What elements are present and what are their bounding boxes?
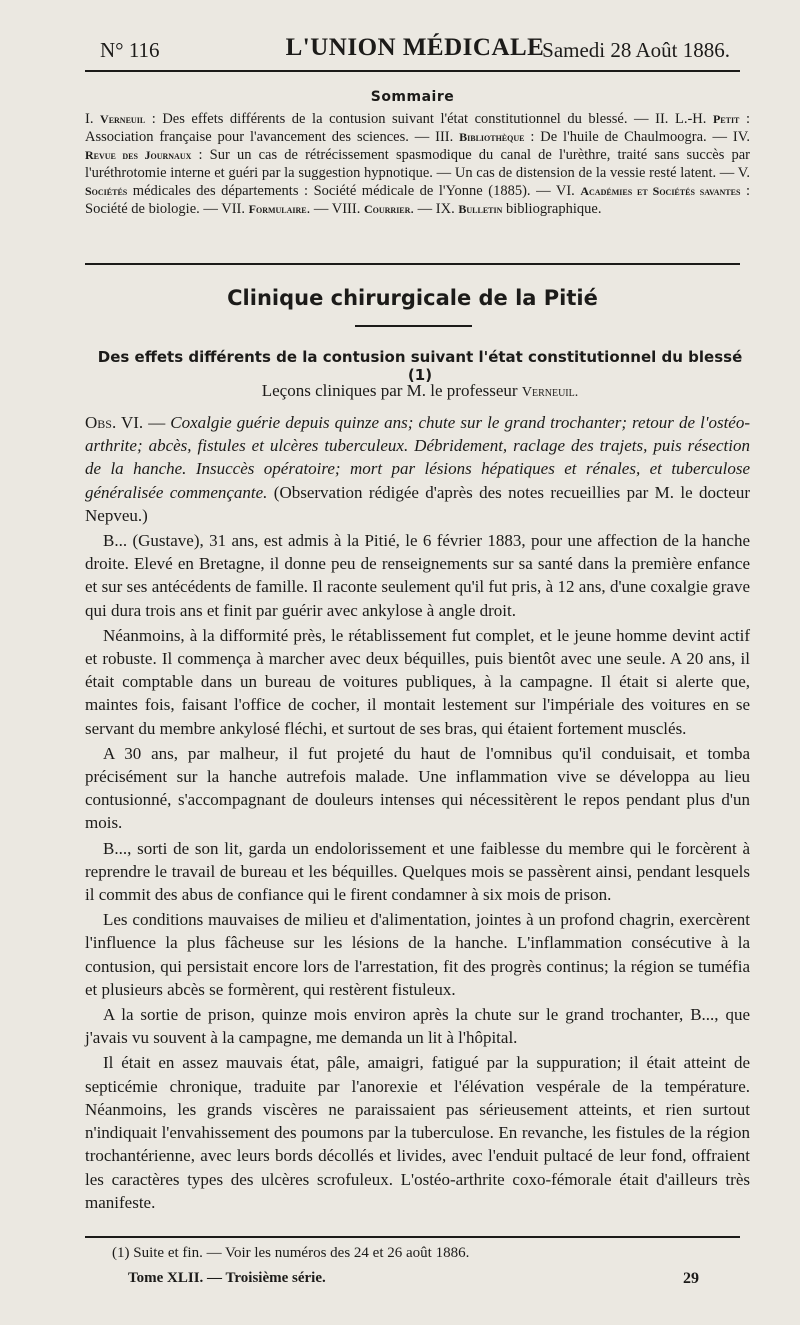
lecons-author: Verneuil. <box>521 385 579 400</box>
footnote-rule <box>85 1236 740 1238</box>
paragraph: Il était en assez mauvais état, pâle, amaigri, fatigué par la suppuration; il était atteint de septicémie chronique, traduite par l'anorexie et l'élévation vespérale de la température. Néanmoins, les grands viscères ne paraissaient pas sérieusement atteints, et rien surtout n'indiquait l'envahissement des poumons par la tuberculose. En revanche, les fistules de la région trochantérienne, avec leurs bords décollés et livides, avec l'enduit pultacé de leur fond, offraient les caractères types des ulcères scrofuleux. L'ostéo-arthrite coxo-fémorale était d'ailleurs très manifeste. <box>85 1053 750 1212</box>
paragraph: B... (Gustave), 31 ans, est admis à la Pitié, le 6 février 1883, pour une affection de la hanche droite. Elevé en Bretagne, il donne peu de renseignements sur sa santé dans la première enfance et sur ses antécédents de famille. Il raconte seulement qu'il fut pris, à 12 ans, d'une coxalgie grave qui dura trois ans et finit par guérir avec ankylose à angle droit. <box>85 531 750 620</box>
sommaire-heading: Sommaire <box>370 89 455 105</box>
page-header <box>100 30 730 70</box>
sommaire-segment: : Association française pour l'avancement des sciences. — III. <box>85 111 750 145</box>
sommaire-segment: : Sur un cas de rétrécissement spasmodique du canal de l'urèthre, traité sans succès par l'uréthrotomie interne et guéri par la suggestion hypnotique. — Un cas de distension de la vessie resté latent. — V. <box>85 147 750 181</box>
sommaire-author: Académies et Sociétés savantes <box>580 184 741 198</box>
paragraph: B..., sorti de son lit, garda un endolorissement et une faiblesse du membre qui le forcèrent à reprendre le travail de bureau et les béquilles. Quelques mois se passèrent ainsi, pendant lesquels il commit des abus de confiance qui le firent condamner à six mois de prison. <box>85 838 750 905</box>
obs-label: Obs. VI. <box>85 413 144 432</box>
sommaire-author: Courrier <box>363 202 411 216</box>
lecons-prefix: Leçons cliniques par M. le professeur <box>261 381 522 400</box>
paragraph: A la sortie de prison, quinze mois environ après la chute sur le grand trochanter, B..., que j'avais vu souvent à la campagne, me demanda un lit à l'hôpital. <box>85 1005 750 1048</box>
journal-title: L'UNION MÉDICALE <box>285 34 545 61</box>
sommaire-segment: I. <box>85 111 101 127</box>
lecons-line <box>85 381 755 401</box>
sommaire-author: Bibliothèque <box>459 130 525 144</box>
section-rule <box>355 325 472 327</box>
sommaire-author: Petit <box>712 112 740 126</box>
obs-note: (Observation rédigée d'après des notes recueillies par M. le docteur Nepveu.) <box>85 482 750 525</box>
paragraph: A 30 ans, par malheur, il fut projeté du haut de l'omnibus qu'il conduisait, et tomba précisément sur la hanche autrefois malade. Une inflammation vive se développa au lieu contusionné, s'accompagnant de douleurs intenses qui nécessitèrent le repos pendant plus d'un mois. <box>85 743 750 833</box>
obs-italic: Coxalgie guérie depuis quinze ans; chute sur le grand trochanter; retour de l'ostéo-arthrite; abcès, fistules et ulcères tuberculeux. Débridement, raclage des trajets, puis résection de la hanche. Insuccès opératoire; mort par lésions hépatiques et rénales, et tuberculose généralisée commençante. <box>85 413 750 502</box>
issue-number: N° 116 <box>100 38 160 62</box>
sommaire-segment: : De l'huile de Chaulmoogra. — IV. <box>524 129 750 145</box>
obs-dash: — <box>143 413 171 432</box>
sommaire-segment: : Société de biologie. — VII. <box>85 183 750 217</box>
sommaire-author: Sociétés <box>85 184 128 198</box>
sommaire-segment: . — VIII. <box>306 201 364 217</box>
issue-date: Samedi 28 Août 1886. <box>542 38 730 62</box>
article-body <box>85 411 750 1214</box>
tome-line: Tome XLII. — Troisième série. <box>128 1270 326 1286</box>
header-rule <box>85 70 740 72</box>
sommaire-segment: médicales des départements : Société médicale de l'Yonne (1885). — VI. <box>127 183 581 199</box>
sommaire-author: Formulaire <box>248 202 307 216</box>
sommaire-segment: . — IX. <box>410 201 459 217</box>
article-title: Des effets différents de la contusion suivant l'état constitutionnel du blessé (1) <box>97 348 743 384</box>
sommaire-author: Bulletin <box>458 202 503 216</box>
sommaire-author: Verneuil <box>100 112 146 126</box>
sommaire-rule <box>85 263 740 265</box>
sommaire-segment: : Des effets différents de la contusion suivant l'état constitutionnel du blessé. — II. L.-H. <box>145 111 713 127</box>
sommaire-segment: bibliographique. <box>502 201 602 217</box>
sommaire-text <box>85 110 750 218</box>
page-number: 29 <box>683 1270 699 1287</box>
paragraph: Néanmoins, à la difformité près, le rétablissement fut complet, et le jeune homme devint actif et robuste. Il commença à marcher avec deux béquilles, puis bientôt avec une seule. A 20 ans, il était comptable dans un bureau de voitures publiques, à la campagne. Il était si alerte que, maintes fois, faisant l'office de cocher, il montait lestement sur l'impériale des voitures en se servant du membre ankylosé fléchi, et surtout de ses bras, qui étaient fortement musclés. <box>85 625 750 738</box>
sommaire-author: Revue des Journaux <box>85 148 192 162</box>
footnote: (1) Suite et fin. — Voir les numéros des 24 et 26 août 1886. <box>112 1245 470 1261</box>
section-title: Clinique chirurgicale de la Pitié <box>227 286 598 310</box>
paragraph: Les conditions mauvaises de milieu et d'alimentation, jointes à un profond chagrin, exercèrent l'influence la plus fâcheuse sur les lésions de la hanche. L'inflammation consécutive à la contusion, qui persistait encore lors de l'arrestation, fit des progrès continus; la région se tuméfia et plusieurs abcès se formèrent, qui restèrent fistuleux. <box>85 910 750 999</box>
observation-summary <box>85 411 750 527</box>
